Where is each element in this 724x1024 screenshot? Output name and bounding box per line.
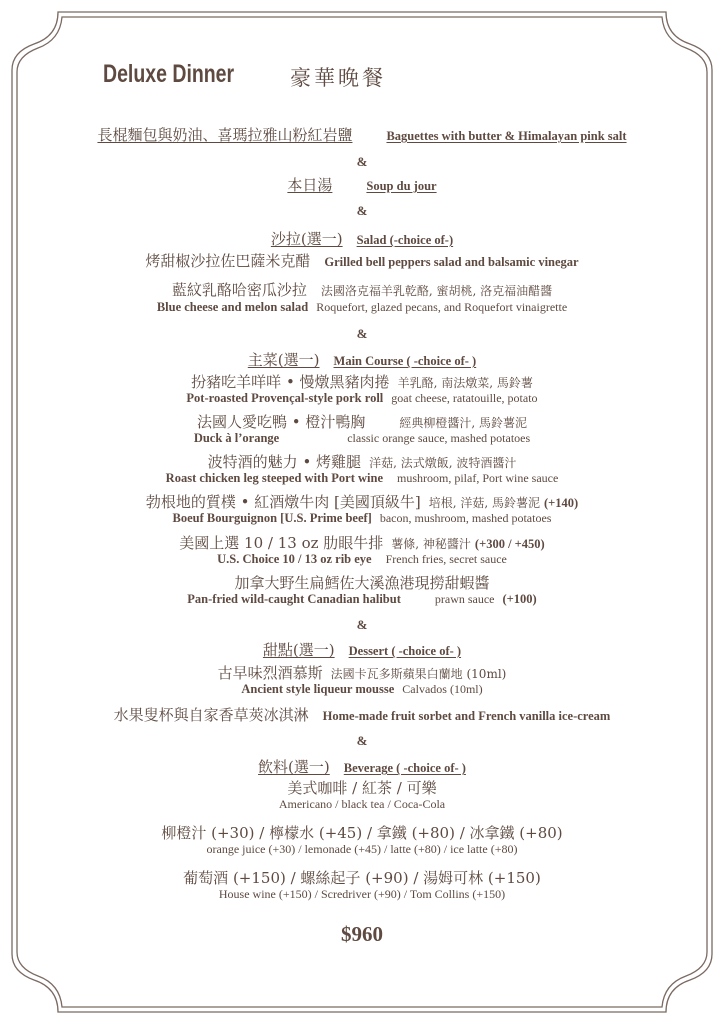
main-item-en: Boeuf Bourguignon [U.S. Prime beef] [172,511,372,525]
beverage-line-zh: 柳橙汁 (+30) / 檸檬水 (+45) / 拿鐵 (+80) / 冰拿鐵 (+80) [161,824,563,842]
main-item-en-line [0,389,724,407]
salad-heading-zh: 沙拉(選一) [270,230,343,248]
beverage-line-en: House wine (+150) / Scredriver (+90) / Tom Collins (+150) [218,887,506,901]
dessert-item-zh-desc: 法國卡瓦多斯蘋果白蘭地 (10ml) [330,667,507,681]
dessert-item [0,704,724,725]
main-item-en-line [0,429,724,447]
soup-zh: 本日湯 [287,176,333,194]
main-item-zh: 加拿大野生扁鱈佐大溪漁港現撈甜蝦醬 [234,574,490,592]
main-item-en-line [0,509,724,527]
beverage-line-en: Americano / black tea / Coca-Cola [278,797,446,811]
main-item-en-line [0,590,724,608]
soup-en: Soup du jour [366,179,437,193]
soup-line [0,174,724,195]
bread-zh: 長棍麵包與奶油、喜瑪拉雅山粉紅岩鹽 [97,126,353,144]
salad-item [0,279,724,300]
beverage-heading-zh: 飲料(選一) [258,758,330,776]
menu-price: $960 [341,922,383,946]
main-item-en-line [0,469,724,487]
separator: & [356,733,368,748]
dessert-item-en: Home-made fruit sorbet and French vanilla ice-cream [322,709,611,723]
salad-item-en-line [0,298,724,316]
main-item-en-line [0,550,724,568]
main-item-surcharge: (+100) [502,592,537,606]
main-item-en-desc: bacon, mushroom, mashed potatoes [379,511,552,525]
dessert-heading [0,639,724,660]
beverage-line-zh: 葡萄酒 (+150) / 螺絲起子 (+90) / 湯姆可林 (+150) [183,869,541,887]
dessert-item-zh: 水果叟杯與自家香草莢冰淇淋 [113,706,309,724]
main-item-zh: 美國上選 10 / 13 oz 肋眼牛排 [179,534,384,552]
main-item-zh-desc: 經典柳橙醬汁, 馬鈴薯泥 [399,416,528,430]
separator: & [356,326,368,341]
beverage-line-zh: 美式咖啡 / 紅茶 / 可樂 [287,779,437,797]
main-item-en-desc: classic orange sauce, mashed potatoes [347,431,531,445]
separator: & [356,154,368,169]
main-item-en: Roast chicken leg steeped with Port wine [165,471,384,485]
salad-item-zh-desc: 法國洛克福羊乳乾酪, 蜜胡桃, 洛克福油醋醬 [320,284,553,298]
salad-item-zh: 藍紋乳酪哈密瓜沙拉 [171,281,307,299]
bread-line [0,124,724,145]
separator: & [356,203,368,218]
main-item-en-desc: goat cheese, ratatouille, potato [391,391,538,405]
main-heading-en: Main Course ( -choice of- ) [333,354,477,368]
beverage-heading-en: Beverage ( -choice of- ) [343,761,466,775]
main-item-zh-desc: 培根, 洋菇, 馬鈴薯泥 [428,496,540,510]
main-item-zh: 扮豬吃羊咩咩 • 慢燉黑豬肉捲 [191,373,390,391]
separator: & [356,617,368,632]
menu-title-en: Deluxe Dinner [103,60,235,88]
main-item-zh: 勃根地的質樸 • 紅酒燉牛肉 [美國頂級牛] [145,493,421,511]
beverage-line-en: orange juice (+30) / lemonade (+45) / latte (+80) / ice latte (+80) [206,842,518,856]
dessert-item-en-desc: Calvados (10ml) [402,682,483,696]
salad-item-en: Grilled bell peppers salad and balsamic vinegar [324,255,579,269]
main-item-zh-desc: 洋菇, 法式燉飯, 波特酒醬汁 [369,456,517,470]
dessert-item-en-line [0,680,724,698]
main-item-en: U.S. Choice 10 / 13 oz rib eye [217,552,372,566]
salad-heading [0,228,724,249]
main-item-en-desc: mushroom, pilaf, Port wine sauce [397,471,559,485]
salad-item-en-desc: Roquefort, glazed pecans, and Roquefort vinaigrette [316,300,568,314]
dessert-item-en: Ancient style liqueur mousse [241,682,395,696]
main-heading-zh: 主菜(選一) [247,351,320,369]
dessert-item-zh: 古早味烈酒慕斯 [217,664,323,682]
main-item-surcharge: (+300 / +450) [474,537,545,551]
main-heading [0,349,724,370]
main-item-en: Pan-fried wild-caught Canadian halibut [187,592,401,606]
bread-en: Baguettes with butter & Himalayan pink salt [386,129,627,143]
main-item-en: Duck à l’orange [193,431,280,445]
salad-item-en: Blue cheese and melon salad [156,300,309,314]
salad-item-zh: 烤甜椒沙拉佐巴薩米克醋 [145,252,311,270]
main-item-en: Pot-roasted Provençal-style pork roll [186,391,384,405]
beverage-heading [0,756,724,777]
main-item-zh: 法國人愛吃鴨 • 橙汁鴨胸 [196,413,366,431]
salad-heading-en: Salad (-choice of-) [356,233,454,247]
dessert-heading-en: Dessert ( -choice of- ) [348,644,462,658]
main-item-surcharge: (+140) [543,496,579,510]
salad-item [0,250,724,271]
main-item-zh-desc: 羊乳酪, 南法燉菜, 馬鈴薯 [397,376,533,390]
menu-title-zh: 豪華晚餐 [290,66,386,90]
main-item-zh: 波特酒的魅力 • 烤雞腿 [207,453,362,471]
dessert-heading-zh: 甜點(選一) [262,641,335,659]
main-item-en-desc: French fries, secret sauce [385,552,507,566]
main-item-zh-desc: 薯條, 神秘醬汁 [391,537,471,551]
main-item-en-desc: prawn sauce [434,592,495,606]
